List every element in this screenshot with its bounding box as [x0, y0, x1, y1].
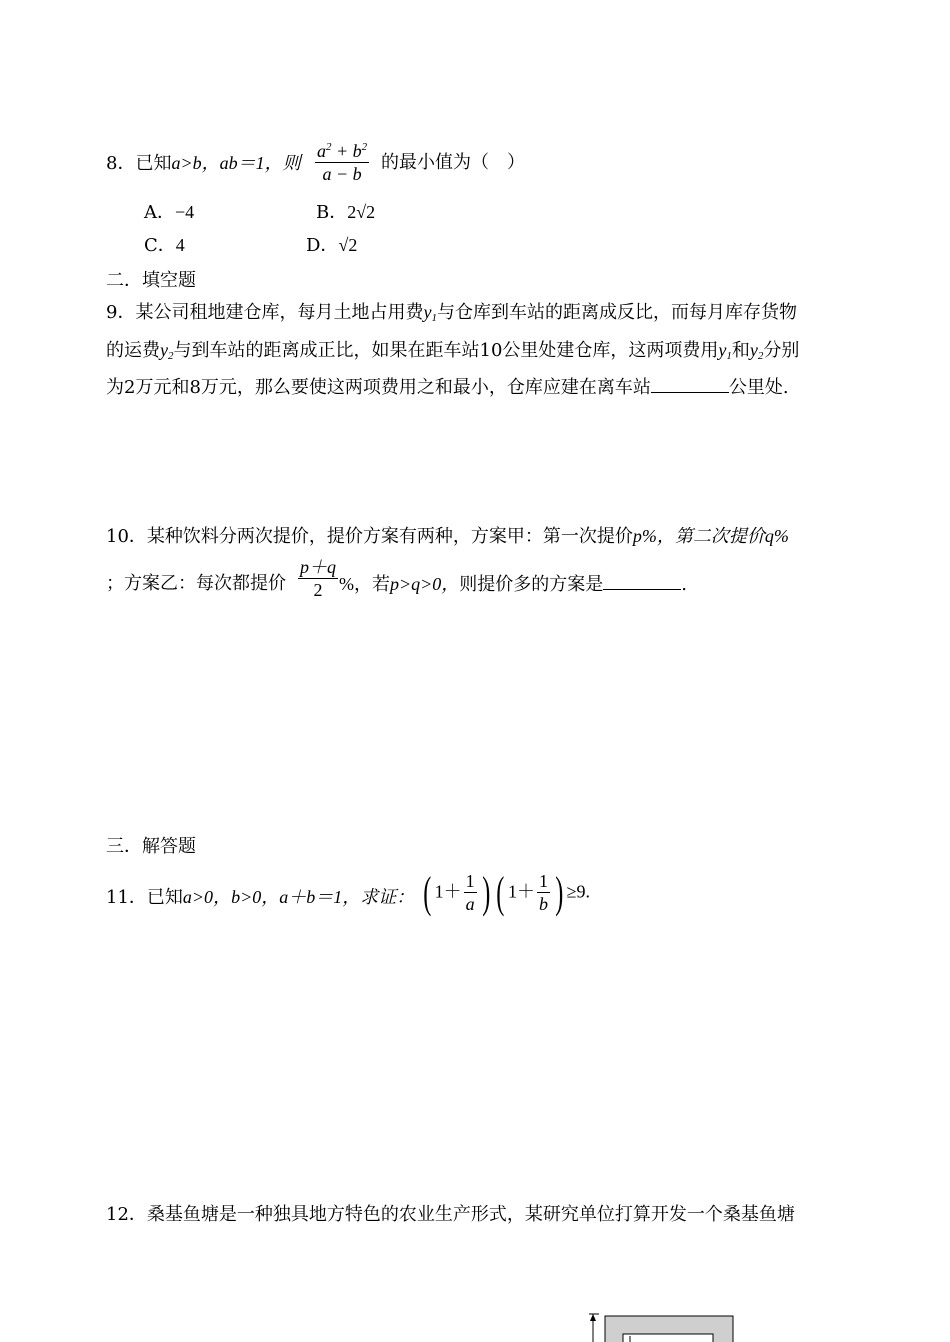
fraction	[464, 870, 477, 915]
question-9-line-2	[106, 338, 799, 368]
option-d	[306, 233, 357, 258]
question-text: .	[681, 574, 688, 595]
fraction-expression	[296, 556, 340, 601]
var-a: a	[317, 141, 326, 161]
question-text: 公里处.	[728, 377, 789, 398]
question-text: %，若	[339, 574, 390, 594]
var-y2: $y_2$	[160, 340, 174, 362]
fraction-numerator: p＋q	[300, 557, 336, 577]
condition: p>q>0，	[390, 574, 460, 594]
section-heading: 三．解答题	[106, 836, 196, 857]
diagram-figure	[575, 1312, 745, 1342]
question-text: 11．已知	[106, 887, 183, 908]
fraction-numerator: 1	[538, 871, 548, 891]
question-11	[106, 885, 414, 910]
left-paren: (	[423, 867, 432, 917]
fraction-numerator: $a^2 + b^2$	[315, 136, 369, 163]
var-b: b	[352, 141, 362, 161]
fraction-denominator: a − b	[322, 164, 362, 184]
var-q: q%	[764, 526, 789, 546]
arrow-icon	[590, 1314, 596, 1321]
fraction-denominator: 2	[313, 580, 323, 600]
condition: a>0，	[182, 887, 232, 907]
fraction-denominator: a	[465, 894, 475, 914]
option-c	[144, 233, 185, 258]
question-text: 已知	[135, 153, 172, 174]
option-value: −4	[175, 202, 195, 222]
condition: a>b，	[171, 153, 220, 173]
question-text-suffix: 的最小值为（ ）	[381, 152, 525, 173]
option-a	[144, 200, 194, 225]
question-text: 9．某公司租地建仓库，每月土地占用费	[106, 302, 424, 323]
option-value: 2√2	[347, 202, 376, 222]
question-text: ；方案乙：每次都提价	[106, 573, 286, 594]
question-text: 则提价多的方案是	[459, 574, 604, 595]
condition: a＋b＝1，求证：	[279, 887, 415, 907]
right-paren: )	[555, 867, 564, 917]
question-text: 的运费	[106, 340, 160, 361]
option-b	[316, 200, 375, 225]
var-p: p%，第二次提价	[632, 526, 765, 546]
option-value: 4	[175, 235, 185, 255]
question-text: 为2万元和8万元，那么要使这两项费用之和最小，仓库应建在离车站	[106, 377, 651, 398]
question-text: 10．某种饮料分两次提价，提价方案有两种，方案甲：第一次提价	[106, 526, 633, 547]
answer-blank[interactable]	[651, 378, 729, 393]
question-text: 分别	[763, 340, 800, 361]
question-9-line-3	[106, 376, 789, 400]
term: 1＋	[507, 881, 535, 902]
fraction-expression	[313, 136, 371, 185]
fraction	[315, 136, 369, 185]
option-label: D．	[306, 235, 339, 256]
answer-blank[interactable]	[603, 575, 681, 590]
inequality-expression	[420, 867, 591, 924]
option-label: C．	[144, 235, 176, 256]
section-heading: 二．填空题	[106, 270, 196, 291]
question-10-line-2	[106, 572, 286, 596]
condition: b>0，	[231, 887, 280, 907]
fraction	[298, 556, 338, 601]
var-y1: $y_1$	[423, 302, 437, 324]
condition: ab＝1，则	[219, 153, 301, 173]
var-y1: $y_1$	[718, 340, 732, 362]
option-value: √2	[338, 235, 358, 255]
question-text: 与仓库到车站的距离成反比，而每月库存货物	[436, 302, 797, 323]
question-number: 8．	[106, 153, 136, 174]
question-text: 与到车站的距离成正比，如果在距车站10公里处建仓库，这两项费用	[173, 340, 719, 361]
fraction-numerator: 1	[465, 871, 475, 891]
term: 1＋	[434, 881, 462, 902]
var-y2: $y_2$	[749, 340, 764, 362]
question-12: 12．桑基鱼塘是一种独具地方特色的农业生产形式，某研究单位打算开发一个桑基鱼塘	[106, 1204, 795, 1225]
inner-rect	[623, 1334, 713, 1342]
question-8	[106, 151, 301, 176]
question-text: 和	[731, 340, 750, 361]
fraction-denominator: b	[538, 894, 548, 914]
question-10-line-2-tail	[339, 572, 687, 597]
option-label: A．	[144, 202, 175, 223]
option-label: B．	[316, 202, 348, 223]
left-paren: (	[496, 867, 505, 917]
right-paren: )	[481, 867, 491, 917]
question-9-line-1	[106, 300, 797, 330]
fraction	[537, 870, 550, 915]
term: ≥9.	[566, 881, 591, 902]
question-10-line-1	[106, 524, 789, 549]
